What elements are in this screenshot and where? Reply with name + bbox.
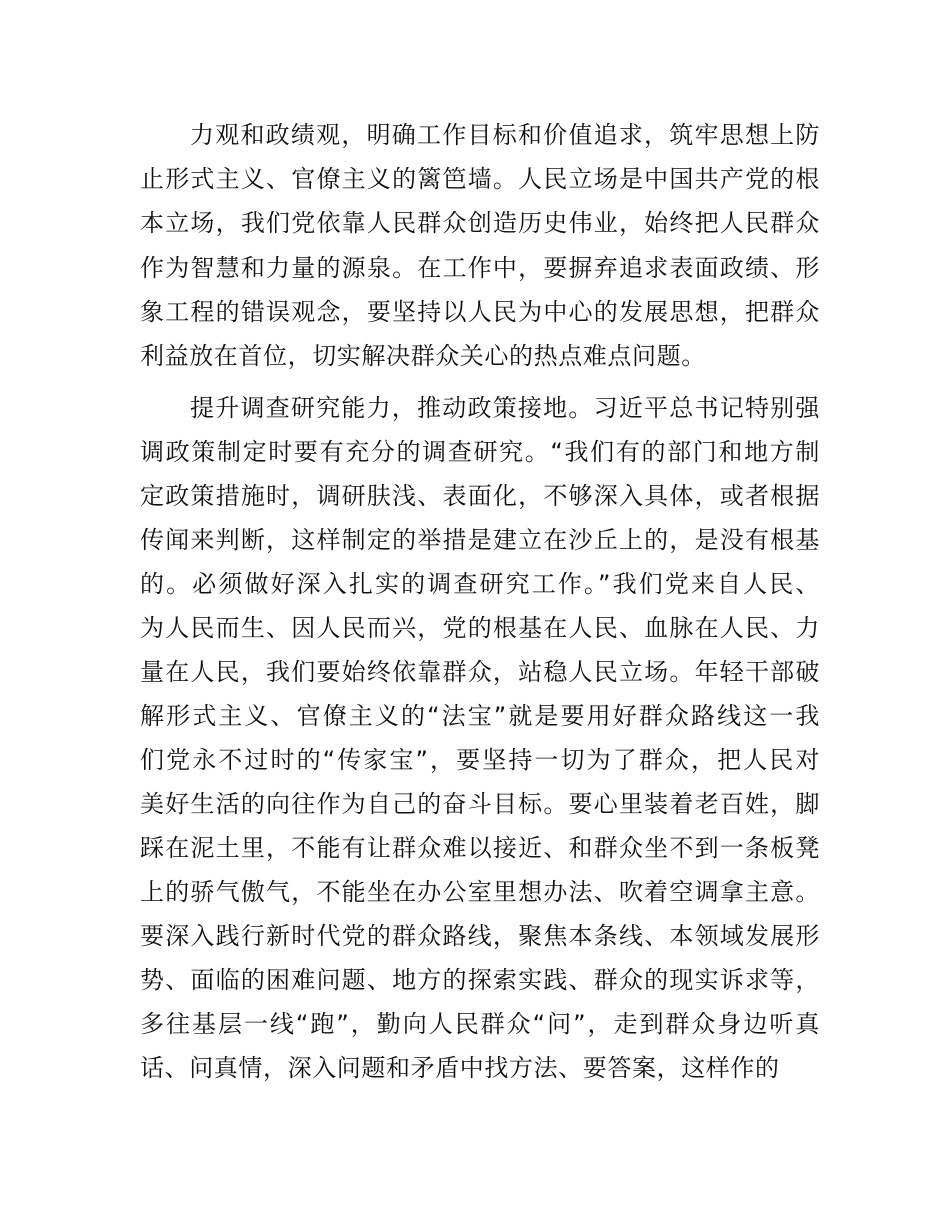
text-line: 解形式主义、官僚主义的“法宝”就是要用好群众路线这一我	[140, 702, 820, 730]
text-line: 美好生活的向往作为自己的奋斗目标。要心里装着老百姓，脚	[140, 790, 820, 818]
text-line: 象工程的错误观念，要坚持以人民为中心的发展思想，把群众	[140, 298, 820, 326]
text-line: 多往基层一线“跑”，勤向人民群众“问”，走到群众身边听真	[140, 1010, 820, 1038]
text-line: 止形式主义、官僚主义的篱笆墙。人民立场是中国共产党的根	[140, 165, 820, 193]
text-line: 为人民而生、因人民而兴，党的根基在人民、血脉在人民、力	[140, 614, 820, 642]
text-line: 传闻来判断，这样制定的举措是建立在沙丘上的，是没有根基	[140, 526, 820, 554]
text-line: 调政策制定时要有充分的调查研究。“我们有的部门和地方制	[140, 438, 820, 466]
text-line: 踩在泥土里，不能有让群众难以接近、和群众坐不到一条板凳	[140, 834, 820, 862]
text-line: 作为智慧和力量的源泉。在工作中，要摒弃追求表面政绩、形	[140, 254, 820, 282]
text-line: 本立场，我们党依靠人民群众创造历史伟业，始终把人民群众	[140, 209, 820, 237]
text-line: 量在人民，我们要始终依靠群众，站稳人民立场。年轻干部破	[140, 658, 820, 686]
text-line: 势、面临的困难问题、地方的探索实践、群众的现实诉求等，	[140, 966, 820, 994]
text-line: 力观和政绩观，明确工作目标和价值追求，筑牢思想上防	[190, 121, 820, 149]
text-line: 们党永不过时的“传家宝”，要坚持一切为了群众，把人民对	[140, 746, 820, 774]
text-line: 要深入践行新时代党的群众路线，聚焦本条线、本领域发展形	[140, 922, 820, 950]
text-line: 提升调查研究能力，推动政策接地。习近平总书记特别强	[190, 394, 820, 422]
text-line: 话、问真情，深入问题和矛盾中找方法、要答案，这样作的	[140, 1054, 780, 1082]
text-line: 利益放在首位，切实解决群众关心的热点难点问题。	[140, 342, 706, 370]
text-line: 上的骄气傲气，不能坐在办公室里想办法、吹着空调拿主意。	[140, 878, 820, 906]
text-line: 定政策措施时，调研肤浅、表面化，不够深入具体，或者根据	[140, 482, 820, 510]
text-line: 的。必须做好深入扎实的调查研究工作。”我们党来自人民、	[140, 570, 820, 598]
